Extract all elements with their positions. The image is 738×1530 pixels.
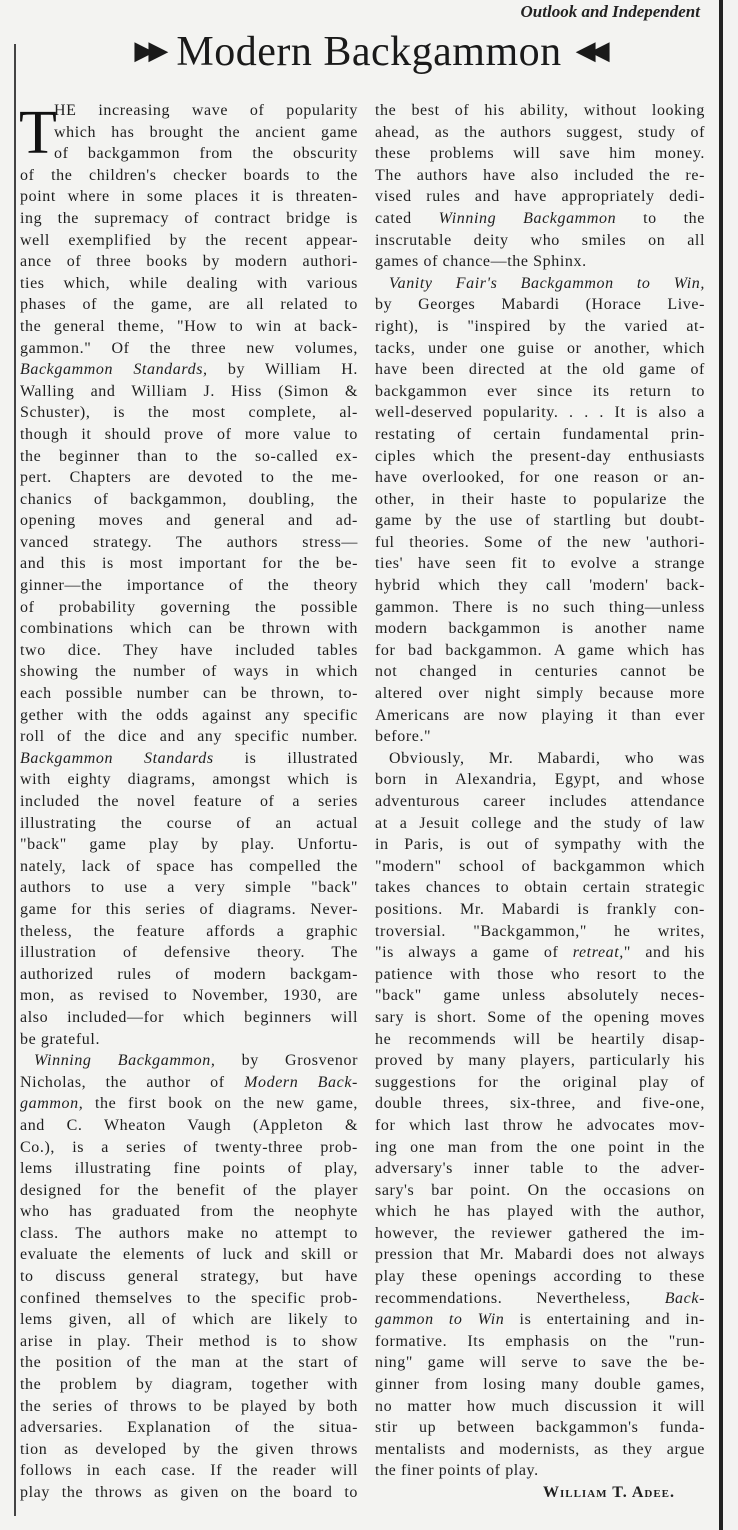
text-line: game by the use of startling but doubt- bbox=[375, 512, 705, 530]
text-line: and this is most important for the be- bbox=[20, 555, 358, 573]
book-title: Winning Backgammon, bbox=[34, 1052, 216, 1070]
text-line: Obviously, Mr. Mabardi, who was bbox=[389, 749, 705, 767]
text-line: pression that Mr. Mabardi does not always bbox=[375, 1246, 705, 1264]
text-line bbox=[375, 273, 705, 295]
text-line: with eighty diagrams, amongst which is bbox=[20, 771, 358, 789]
text-line: however, the reviewer gathered the im- bbox=[375, 1224, 705, 1242]
article-title-text: Modern Backgammon bbox=[176, 29, 562, 75]
text-line: suggestions for the original play of bbox=[375, 1073, 705, 1091]
text-line: opening moves and general and ad- bbox=[20, 512, 358, 530]
text-line: play the throws as given on the board to bbox=[20, 1484, 358, 1501]
text-line: ties which, while dealing with various bbox=[20, 274, 358, 292]
text-line: have been directed at the old game of bbox=[375, 361, 705, 379]
text-line: Walling and William J. Hiss (Simon & bbox=[20, 382, 358, 400]
text-line: backgammon ever since its return to bbox=[375, 382, 705, 400]
text-line: altered over night simply because more bbox=[375, 685, 705, 703]
text-line: the series of throws to be played by both bbox=[20, 1397, 358, 1415]
text-line: which he has played with the author, bbox=[375, 1203, 705, 1221]
text-line: though it should prove of more value to bbox=[20, 425, 358, 443]
publication-masthead: Outlook and Independent bbox=[520, 2, 700, 21]
text-line: Backgammon Standards is illustrated bbox=[20, 749, 359, 767]
text-line: Nicholas, the author of Modern Back- bbox=[20, 1073, 358, 1091]
text-line: mon, as revised to November, 1930, are bbox=[20, 987, 358, 1005]
text-line: adversaries. Explanation of the situa- bbox=[20, 1419, 358, 1437]
text-line: authorized rules of modern backgam- bbox=[20, 965, 358, 983]
text-line: the best of his ability, without looking bbox=[375, 102, 705, 119]
text-line: authors to use a very simple "back" bbox=[20, 879, 358, 897]
text-line: ginner—the importance of the theory bbox=[20, 577, 358, 595]
text-line: takes chances to obtain certain strategic bbox=[375, 879, 705, 897]
text-line: right), is "inspired by the varied at- bbox=[375, 317, 705, 335]
text-line: the general theme, "How to win at back- bbox=[20, 317, 358, 335]
text-line: gammon." Of the three new volumes, bbox=[20, 339, 358, 357]
text-line: lems illustrating fine points of play, bbox=[20, 1160, 358, 1178]
text-line: included the novel feature of a series bbox=[20, 793, 358, 810]
book-title: Winning Backgammon bbox=[438, 209, 617, 227]
text-line: "is always a game of retreat," and his bbox=[375, 944, 705, 962]
text-line: Winning Backgammon, by Grosvenor bbox=[34, 1052, 358, 1070]
text-line: and C. Wheaton Vaugh (Appleton & bbox=[20, 1116, 358, 1134]
text-line: "back" game unless absolutely neces- bbox=[375, 987, 705, 1005]
left-column-body bbox=[20, 100, 358, 1504]
text-line: gammon, the first book on the new game, bbox=[20, 1095, 358, 1113]
text-line: tion as developed by the given throws bbox=[20, 1440, 358, 1458]
text-line: proved by many players, particularly his bbox=[375, 1052, 705, 1070]
text-line: to discuss general strategy, but have bbox=[20, 1268, 358, 1286]
text-line: which has brought the ancient game bbox=[54, 123, 358, 141]
paragraph bbox=[375, 748, 705, 1482]
text-line: illustration of defensive theory. The bbox=[20, 944, 358, 962]
text-line: adventurous career includes attendance bbox=[375, 793, 705, 810]
book-title: retreat, bbox=[572, 944, 624, 962]
left-arrows-ornament-icon: ◀◀ bbox=[575, 36, 604, 65]
text-line: designed for the benefit of the player bbox=[20, 1181, 358, 1199]
text-line: the position of the man at the start of bbox=[20, 1354, 358, 1372]
text-line: nately, lack of space has compelled the bbox=[20, 857, 358, 875]
text-line: recommendations. Nevertheless, Back- bbox=[375, 1289, 705, 1307]
text-line: lems given, all of which are likely to bbox=[20, 1311, 358, 1329]
text-line: tacks, under one guise or another, which bbox=[375, 339, 705, 357]
text-line: these problems will save him money. bbox=[375, 145, 705, 163]
paragraph bbox=[375, 273, 705, 748]
text-line: not changed in centuries cannot be bbox=[375, 663, 705, 681]
text-line: have overlooked, for one reason or an- bbox=[375, 469, 705, 487]
paragraph bbox=[20, 100, 358, 1050]
text-line: point where in some places it is threaten- bbox=[20, 188, 358, 206]
text-line: "modern" school of backgammon which bbox=[375, 857, 705, 875]
text-line: illustrating the course of an actual bbox=[20, 814, 358, 832]
text-line: sary's bar point. On the occasions on bbox=[375, 1181, 705, 1199]
text-line: born in Alexandria, Egypt, and whose bbox=[375, 771, 705, 789]
text-line: cated Winning Backgammon to the bbox=[375, 209, 705, 227]
text-line: the problem by diagram, together with bbox=[20, 1376, 358, 1394]
text-line: be grateful. bbox=[20, 1030, 101, 1048]
text-line: before." bbox=[375, 728, 432, 746]
text-line: gammon to Win is entertaining and in- bbox=[375, 1311, 705, 1329]
text-line: he recommends will be heartily disap- bbox=[375, 1030, 705, 1048]
text-line: two dice. They have included tables bbox=[20, 641, 358, 659]
text-line: positions. Mr. Mabardi is frankly con- bbox=[375, 900, 705, 918]
text-line: The authors have also included the re- bbox=[375, 166, 705, 184]
text-line: "back" game play by play. Unfortu- bbox=[20, 836, 358, 854]
text-line: games of chance—the Sphinx. bbox=[375, 253, 587, 271]
text-line: Schuster), is the most complete, al- bbox=[20, 404, 358, 422]
text-line: patience with those who resort to the bbox=[375, 965, 705, 983]
text-line: confined themselves to the specific prob- bbox=[20, 1289, 358, 1307]
text-line: theless, the feature affords a graphic bbox=[20, 922, 358, 940]
text-line: ties' have seen fit to evolve a strange bbox=[375, 555, 705, 573]
text-line: roll of the dice and any specific number. bbox=[20, 728, 358, 746]
text-line: at a Jesuit college and the study of law bbox=[375, 814, 705, 832]
book-title: Back- bbox=[664, 1289, 705, 1307]
article-title bbox=[0, 28, 738, 76]
book-title: Backgammon Standards, bbox=[20, 361, 208, 379]
text-line: hybrid which they call 'modern' back- bbox=[375, 577, 705, 595]
right-column-body bbox=[375, 100, 705, 1482]
text-line: combinations which can be thrown with bbox=[20, 620, 358, 638]
text-line: well-deserved popularity. . . . It is also a bbox=[375, 404, 705, 422]
text-line: ing one man from the one point in the bbox=[375, 1138, 705, 1156]
text-line: Americans are now playing it than ever bbox=[375, 706, 705, 724]
text-line: follows in each case. If the reader will bbox=[20, 1462, 358, 1480]
text-line: who has graduated from the neophyte bbox=[20, 1203, 358, 1221]
text-line: class. The authors make no attempt to bbox=[20, 1224, 358, 1242]
text-line: sary is short. Some of the opening moves bbox=[375, 1008, 705, 1026]
left-column-rule bbox=[14, 44, 16, 1516]
text-line: ahead, as the authors suggest, study of bbox=[375, 123, 705, 141]
text-line: ful theories. Some of the new 'authori- bbox=[375, 533, 705, 551]
text-line: mentalists and modernists, as they argue bbox=[375, 1440, 705, 1458]
page-gutter-bar bbox=[719, 0, 723, 1530]
text-line: the finer points of play. bbox=[375, 1462, 539, 1480]
text-line: formative. Its emphasis on the "run- bbox=[375, 1332, 705, 1350]
text-line: pert. Chapters are devoted to the me- bbox=[20, 469, 358, 487]
text-line: also included—for which beginners will bbox=[20, 1008, 358, 1026]
left-column bbox=[20, 100, 358, 1504]
text-line: Co.), is a series of twenty-three prob- bbox=[20, 1138, 358, 1156]
book-title: Backgammon Standards bbox=[20, 749, 214, 767]
text-line: for which last throw he advocates mov- bbox=[375, 1116, 705, 1134]
text-line: chanics of backgammon, doubling, the bbox=[20, 490, 358, 508]
text-line: in Paris, is out of sympathy with the bbox=[375, 836, 705, 854]
text-line: other, in their haste to popularize the bbox=[375, 490, 705, 508]
text-line: ginner from losing many double games, bbox=[375, 1376, 705, 1394]
drop-cap: T bbox=[19, 99, 57, 167]
author-signature: William T. Adee. bbox=[542, 1484, 675, 1501]
text-line: ing the supremacy of contract bridge is bbox=[20, 209, 358, 227]
paragraph bbox=[20, 1050, 358, 1503]
right-arrows-ornament-icon: ▶▶ bbox=[134, 36, 163, 65]
text-line: of backgammon from the obscurity bbox=[54, 145, 358, 163]
text-line: ning" game will serve to save the be- bbox=[375, 1354, 705, 1372]
text-line: gether with the odds against any specific bbox=[20, 706, 358, 724]
text-line: troversial. "Backgammon," he writes, bbox=[375, 922, 705, 940]
text-line: well exemplified by the recent appear- bbox=[20, 231, 358, 249]
book-title: gammon to Win bbox=[375, 1311, 505, 1329]
text-line: HE increasing wave of popularity bbox=[54, 102, 358, 119]
text-line: for bad backgammon. A game which has bbox=[375, 641, 705, 659]
right-column bbox=[375, 100, 705, 1504]
text-line: gammon. There is no such thing—unless bbox=[375, 598, 705, 616]
text-line: modern backgammon is another name bbox=[375, 620, 705, 638]
text-line: ciples which the present-day enthusiasts bbox=[375, 447, 705, 465]
text-line: double threes, six-three, and five-one, bbox=[375, 1095, 705, 1113]
text-line: showing the number of ways in which bbox=[20, 663, 358, 681]
text-line: restating of certain fundamental prin- bbox=[375, 425, 705, 443]
book-title: Modern Back- bbox=[244, 1073, 358, 1091]
text-line: of probability governing the possible bbox=[20, 598, 358, 616]
text-line: vised rules and have appropriately dedi- bbox=[375, 188, 705, 206]
text-line: vanced strategy. The authors stress— bbox=[20, 533, 358, 551]
text-line: no matter how much discussion it will bbox=[375, 1397, 705, 1415]
text-line: arise in play. Their method is to show bbox=[20, 1332, 358, 1350]
text-line: by Georges Mabardi (Horace Live- bbox=[375, 296, 705, 314]
text-line: Backgammon Standards, by William H. bbox=[20, 361, 358, 379]
text-line: inscrutable deity who smiles on all bbox=[375, 231, 705, 249]
text-line: stir up between backgammon's funda- bbox=[375, 1419, 705, 1437]
text-line: the beginner than to the so-called ex- bbox=[20, 447, 358, 465]
text-line: adversary's inner table to the adver- bbox=[375, 1160, 705, 1178]
text-line: ance of three books by modern authori- bbox=[20, 253, 358, 271]
text-line: play these openings according to these bbox=[375, 1268, 705, 1286]
book-title: Vanity Fair's Backgammon to Win, bbox=[389, 274, 705, 292]
text-line: game for this series of diagrams. Never- bbox=[20, 900, 358, 918]
paragraph bbox=[375, 100, 705, 273]
book-title: gammon, bbox=[20, 1095, 84, 1113]
text-line: phases of the game, are all related to bbox=[20, 296, 358, 314]
text-line: evaluate the elements of luck and skill or bbox=[20, 1246, 358, 1264]
text-line: of the children's checker boards to the bbox=[20, 166, 358, 184]
text-line: each possible number can be thrown, to- bbox=[20, 685, 358, 703]
